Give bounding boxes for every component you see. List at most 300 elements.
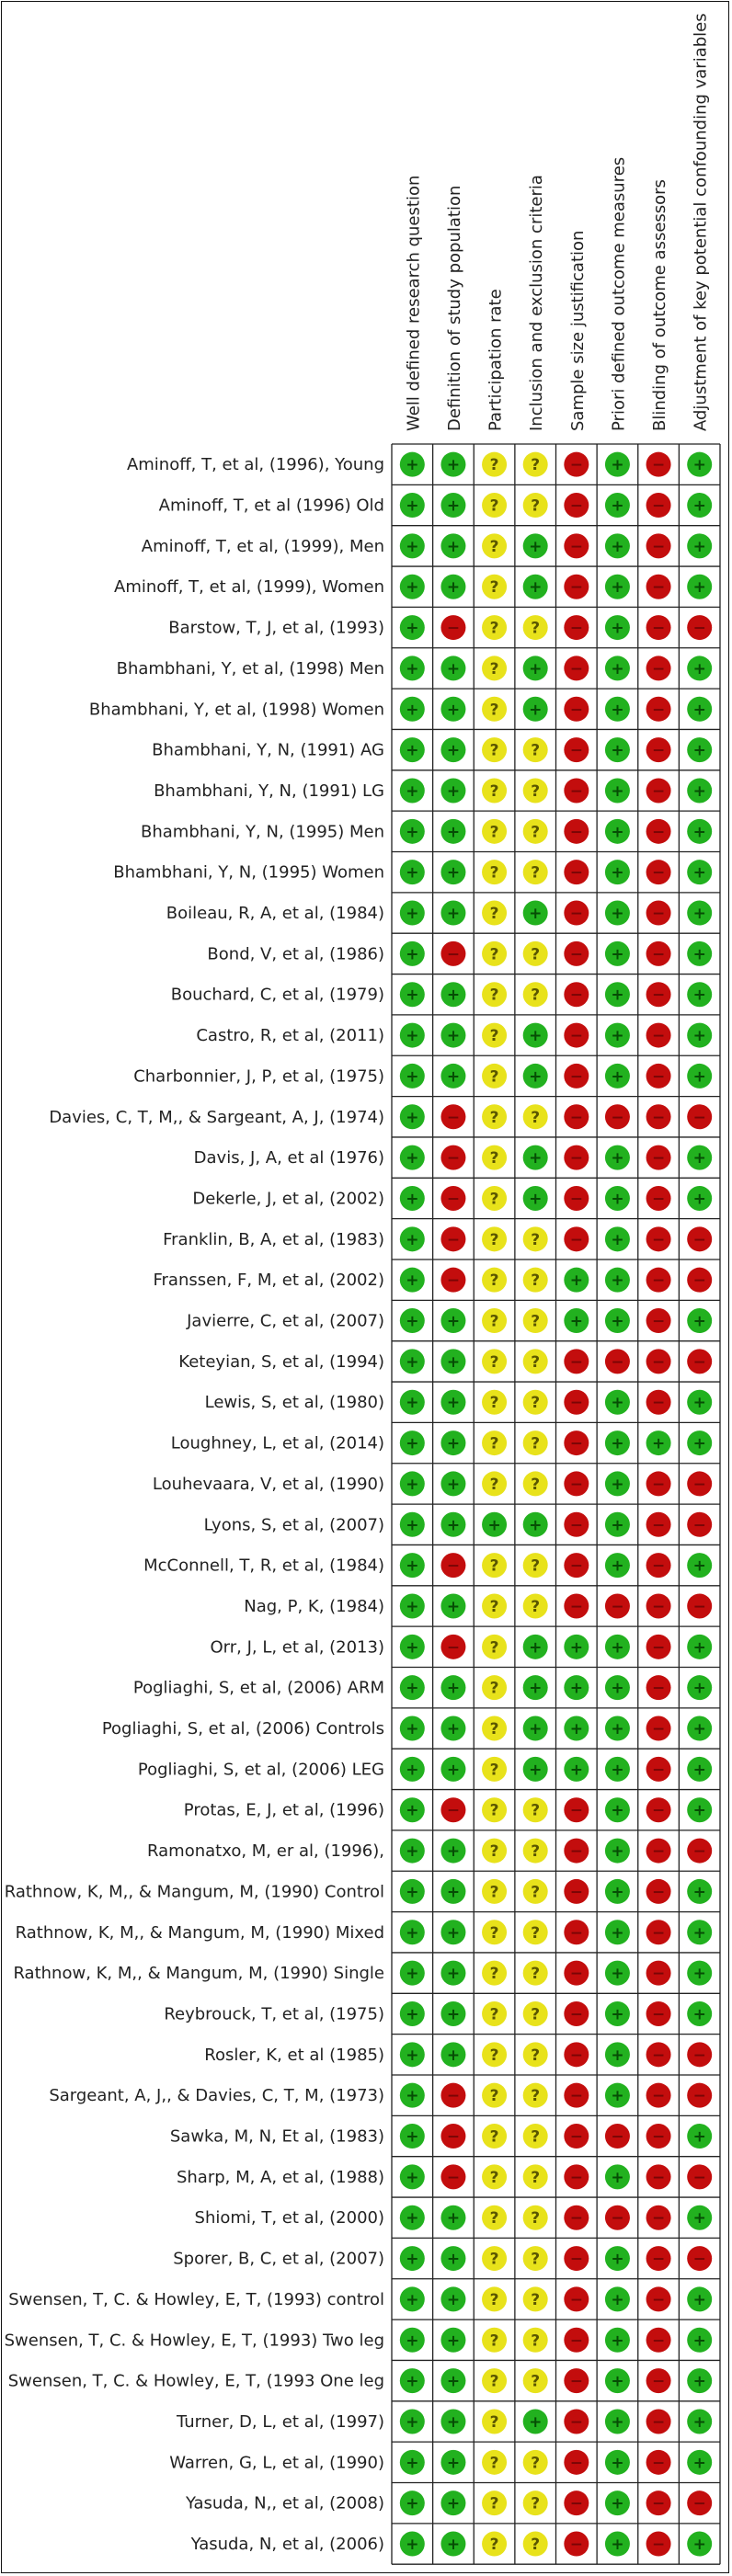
unclear-risk-mark <box>523 1104 548 1129</box>
unclear-risk-mark <box>482 778 507 803</box>
low-risk-mark <box>400 860 425 884</box>
high-risk-mark-symbol: − <box>569 1923 583 1943</box>
low-risk-mark <box>687 1675 712 1700</box>
high-risk-mark-symbol: − <box>569 1230 583 1249</box>
low-risk-mark <box>400 1308 425 1333</box>
unclear-risk-mark <box>482 2328 507 2353</box>
low-risk-mark <box>523 1757 548 1782</box>
low-risk-mark-symbol: + <box>651 1434 666 1453</box>
high-risk-mark <box>564 2368 589 2393</box>
low-risk-mark-symbol: + <box>406 537 419 556</box>
unclear-risk-mark-symbol: ? <box>489 1720 499 1739</box>
low-risk-mark-symbol: + <box>611 2005 624 2024</box>
unclear-risk-mark <box>523 819 548 844</box>
low-risk-mark <box>440 1716 465 1741</box>
high-risk-mark-symbol: − <box>651 2087 666 2106</box>
high-risk-mark <box>564 615 589 640</box>
low-risk-mark-symbol: + <box>446 2005 461 2024</box>
high-risk-mark <box>646 452 671 477</box>
high-risk-mark-symbol: − <box>692 2250 706 2269</box>
high-risk-mark-symbol: − <box>651 2372 666 2391</box>
low-risk-mark <box>605 2409 630 2434</box>
high-risk-mark <box>646 493 671 518</box>
high-risk-mark <box>646 1390 671 1415</box>
high-risk-mark-symbol: − <box>569 1801 583 1820</box>
high-risk-mark-symbol: − <box>651 986 666 1005</box>
unclear-risk-mark <box>482 1146 507 1170</box>
unclear-risk-mark <box>523 2246 548 2271</box>
low-risk-mark-symbol: + <box>406 1597 419 1616</box>
high-risk-mark-symbol: − <box>651 1108 666 1127</box>
unclear-risk-mark-symbol: ? <box>489 2412 499 2432</box>
study-label: Reybrouck, T, et al, (1975) <box>164 2004 384 2024</box>
unclear-risk-mark-symbol: ? <box>489 2087 499 2106</box>
low-risk-mark-symbol: + <box>406 1434 419 1453</box>
study-label: Turner, D, L, et al, (1997) <box>176 2411 384 2432</box>
low-risk-mark <box>605 860 630 884</box>
high-risk-mark <box>646 1961 671 1986</box>
low-risk-mark-symbol: + <box>611 2290 624 2309</box>
high-risk-mark <box>646 1839 671 1864</box>
low-risk-mark-symbol: + <box>406 2250 419 2269</box>
study-label: Castro, R, et al, (2011) <box>196 1026 384 1046</box>
unclear-risk-mark-symbol: ? <box>531 781 541 801</box>
low-risk-mark-symbol: + <box>406 2412 419 2432</box>
unclear-risk-mark <box>482 1349 507 1373</box>
unclear-risk-mark-symbol: ? <box>489 1638 499 1658</box>
low-risk-mark <box>523 533 548 558</box>
high-risk-mark <box>564 737 589 762</box>
study-label: Bhambhani, Y, N, (1991) LG <box>154 781 384 801</box>
low-risk-mark-symbol: + <box>692 2209 706 2228</box>
low-risk-mark-symbol: + <box>692 2454 706 2473</box>
low-risk-mark <box>687 1716 712 1741</box>
low-risk-mark <box>400 1186 425 1211</box>
high-risk-mark-symbol: − <box>651 1923 666 1943</box>
high-risk-mark-symbol: − <box>651 2536 666 2555</box>
low-risk-mark-symbol: + <box>692 2536 706 2555</box>
unclear-risk-mark-symbol: ? <box>489 823 499 842</box>
unclear-risk-mark <box>482 655 507 680</box>
high-risk-mark <box>564 2491 589 2515</box>
low-risk-mark-symbol: + <box>446 2250 461 2269</box>
low-risk-mark-symbol: + <box>692 1027 706 1046</box>
high-risk-mark <box>646 655 671 680</box>
low-risk-mark-symbol: + <box>406 986 419 1005</box>
low-risk-mark-symbol: + <box>446 1883 461 1902</box>
unclear-risk-mark-symbol: ? <box>489 2168 499 2187</box>
high-risk-mark <box>605 2206 630 2230</box>
study-label: Lyons, S, et al, (2007) <box>203 1515 384 1535</box>
unclear-risk-mark-symbol: ? <box>489 1434 499 1453</box>
low-risk-mark <box>523 575 548 599</box>
low-risk-mark <box>400 533 425 558</box>
high-risk-mark-symbol: − <box>569 905 583 924</box>
high-risk-mark-symbol: − <box>446 1638 461 1658</box>
low-risk-mark-symbol: + <box>406 1761 419 1780</box>
unclear-risk-mark <box>523 615 548 640</box>
unclear-risk-mark-symbol: ? <box>489 781 499 801</box>
low-risk-mark <box>605 615 630 640</box>
high-risk-mark <box>646 1757 671 1782</box>
low-risk-mark <box>687 2450 712 2475</box>
high-risk-mark <box>605 1593 630 1618</box>
low-risk-mark <box>440 1757 465 1782</box>
low-risk-mark <box>687 1308 712 1333</box>
unclear-risk-mark-symbol: ? <box>489 2331 499 2351</box>
high-risk-mark-symbol: − <box>651 1067 666 1087</box>
low-risk-mark-symbol: + <box>611 1271 624 1291</box>
low-risk-mark-symbol: + <box>406 781 419 801</box>
low-risk-mark-symbol: + <box>446 1394 461 1413</box>
high-risk-mark-symbol: − <box>569 781 583 801</box>
low-risk-mark <box>687 737 712 762</box>
unclear-risk-mark <box>523 2328 548 2353</box>
high-risk-mark <box>564 655 589 680</box>
study-label: Charbonnier, J, P, et al, (1975) <box>133 1066 384 1087</box>
high-risk-mark <box>687 615 712 640</box>
unclear-risk-mark-symbol: ? <box>531 945 541 964</box>
low-risk-mark-symbol: + <box>611 1149 624 1168</box>
low-risk-mark-symbol: + <box>406 1475 419 1494</box>
unclear-risk-mark <box>482 737 507 762</box>
low-risk-mark-symbol: + <box>692 986 706 1005</box>
unclear-risk-mark-symbol: ? <box>531 1883 541 1902</box>
high-risk-mark-symbol: − <box>569 1108 583 1127</box>
unclear-risk-mark <box>482 2246 507 2271</box>
low-risk-mark <box>440 1023 465 1048</box>
high-risk-mark-symbol: − <box>569 1883 583 1902</box>
low-risk-mark <box>400 1064 425 1089</box>
high-risk-mark <box>646 860 671 884</box>
unclear-risk-mark <box>523 2164 548 2189</box>
low-risk-mark <box>687 2206 712 2230</box>
study-label: Aminoff, T, et al, (1996), Young <box>126 455 384 475</box>
high-risk-mark <box>564 2206 589 2230</box>
high-risk-mark <box>564 982 589 1007</box>
high-risk-mark-symbol: − <box>692 1352 706 1372</box>
high-risk-mark-symbol: − <box>569 1434 583 1453</box>
high-risk-mark <box>564 533 589 558</box>
unclear-risk-mark <box>523 778 548 803</box>
high-risk-mark <box>564 860 589 884</box>
high-risk-mark <box>646 901 671 926</box>
low-risk-mark <box>400 2206 425 2230</box>
high-risk-mark <box>646 2368 671 2393</box>
low-risk-mark <box>440 2206 465 2230</box>
high-risk-mark <box>440 615 465 640</box>
low-risk-mark-symbol: + <box>446 1352 461 1372</box>
unclear-risk-mark <box>482 1593 507 1618</box>
low-risk-mark <box>400 2368 425 2393</box>
high-risk-mark <box>687 1512 712 1537</box>
low-risk-mark <box>523 1023 548 1048</box>
low-risk-mark <box>605 2042 630 2067</box>
unclear-risk-mark-symbol: ? <box>489 2290 499 2309</box>
column-header: Adjustment of key potential confounding variables <box>691 13 711 431</box>
low-risk-mark <box>400 1471 425 1496</box>
unclear-risk-mark <box>482 1635 507 1659</box>
high-risk-mark-symbol: − <box>651 1679 666 1698</box>
low-risk-mark <box>400 2001 425 2026</box>
low-risk-mark-symbol: + <box>692 1556 706 1576</box>
column-header: Inclusion and exclusion criteria <box>527 175 547 431</box>
low-risk-mark-symbol: + <box>406 1149 419 1168</box>
unclear-risk-mark <box>482 1920 507 1944</box>
low-risk-mark-symbol: + <box>529 1679 543 1698</box>
low-risk-mark-symbol: + <box>611 781 624 801</box>
low-risk-mark <box>400 1268 425 1293</box>
low-risk-mark-symbol: + <box>611 1883 624 1902</box>
high-risk-mark-symbol: − <box>692 2494 706 2513</box>
unclear-risk-mark <box>523 2206 548 2230</box>
high-risk-mark-symbol: − <box>651 1352 666 1372</box>
low-risk-mark <box>400 1430 425 1455</box>
study-label: Orr, J, L, et al, (2013) <box>210 1637 384 1658</box>
high-risk-mark-symbol: − <box>692 1516 706 1535</box>
unclear-risk-mark-symbol: ? <box>531 1394 541 1413</box>
low-risk-mark <box>400 1226 425 1251</box>
high-risk-mark-symbol: − <box>569 2168 583 2187</box>
high-risk-mark <box>564 1064 589 1089</box>
high-risk-mark <box>564 2164 589 2189</box>
high-risk-mark-symbol: − <box>446 1230 461 1249</box>
unclear-risk-mark-symbol: ? <box>531 2290 541 2309</box>
high-risk-mark-symbol: − <box>651 1312 666 1331</box>
high-risk-mark <box>564 2328 589 2353</box>
low-risk-mark-symbol: + <box>611 2046 624 2065</box>
low-risk-mark <box>400 1961 425 1986</box>
low-risk-mark <box>440 1308 465 1333</box>
low-risk-mark-symbol: + <box>692 1923 706 1943</box>
unclear-risk-mark-symbol: ? <box>531 2209 541 2228</box>
unclear-risk-mark <box>482 1961 507 1986</box>
unclear-risk-mark-symbol: ? <box>489 2372 499 2391</box>
unclear-risk-mark <box>482 2083 507 2108</box>
low-risk-mark-symbol: + <box>611 741 624 760</box>
low-risk-mark-symbol: + <box>406 2494 419 2513</box>
low-risk-mark <box>400 2246 425 2271</box>
high-risk-mark <box>687 1349 712 1373</box>
low-risk-mark <box>440 1430 465 1455</box>
low-risk-mark <box>605 655 630 680</box>
low-risk-mark-symbol: + <box>406 578 419 598</box>
low-risk-mark-symbol: + <box>446 863 461 883</box>
low-risk-mark <box>687 1553 712 1578</box>
low-risk-mark-symbol: + <box>692 1638 706 1658</box>
high-risk-mark-symbol: − <box>651 945 666 964</box>
high-risk-mark <box>564 1471 589 1496</box>
high-risk-mark-symbol: − <box>651 1190 666 1209</box>
unclear-risk-mark <box>482 1226 507 1251</box>
high-risk-mark <box>564 2124 589 2149</box>
high-risk-mark <box>564 1879 589 1904</box>
low-risk-mark <box>564 1716 589 1741</box>
low-risk-mark <box>605 1064 630 1089</box>
unclear-risk-mark <box>523 1308 548 1333</box>
unclear-risk-mark-symbol: ? <box>489 1149 499 1168</box>
high-risk-mark-symbol: − <box>569 537 583 556</box>
low-risk-mark-symbol: + <box>406 2046 419 2065</box>
unclear-risk-mark-symbol: ? <box>489 2046 499 2065</box>
low-risk-mark <box>400 575 425 599</box>
low-risk-mark <box>564 1268 589 1293</box>
low-risk-mark <box>400 1349 425 1373</box>
study-label: Franssen, F, M, et al, (2002) <box>153 1271 384 1291</box>
unclear-risk-mark-symbol: ? <box>489 456 499 475</box>
low-risk-mark-symbol: + <box>446 2331 461 2351</box>
high-risk-mark-symbol: − <box>569 1067 583 1087</box>
low-risk-mark <box>605 1430 630 1455</box>
high-risk-mark <box>646 778 671 803</box>
unclear-risk-mark <box>523 1349 548 1373</box>
unclear-risk-mark <box>482 697 507 722</box>
low-risk-mark-symbol: + <box>692 905 706 924</box>
high-risk-mark-symbol: − <box>692 1842 706 1862</box>
unclear-risk-mark-symbol: ? <box>489 619 499 638</box>
high-risk-mark <box>564 941 589 966</box>
low-risk-mark <box>440 1675 465 1700</box>
unclear-risk-mark <box>482 2491 507 2515</box>
unclear-risk-mark <box>523 452 548 477</box>
study-label: Nag, P, K, (1984) <box>244 1596 384 1616</box>
high-risk-mark <box>564 452 589 477</box>
low-risk-mark-symbol: + <box>529 1190 543 1209</box>
high-risk-mark <box>564 1961 589 1986</box>
low-risk-mark <box>605 2246 630 2271</box>
high-risk-mark-symbol: − <box>446 2087 461 2106</box>
high-risk-mark <box>687 1471 712 1496</box>
high-risk-mark-symbol: − <box>569 2372 583 2391</box>
low-risk-mark <box>400 1716 425 1741</box>
low-risk-mark <box>523 901 548 926</box>
low-risk-mark <box>605 1675 630 1700</box>
low-risk-mark-symbol: + <box>611 905 624 924</box>
low-risk-mark <box>440 2246 465 2271</box>
low-risk-mark-symbol: + <box>529 1638 543 1658</box>
low-risk-mark <box>687 819 712 844</box>
unclear-risk-mark <box>523 1961 548 1986</box>
low-risk-mark-symbol: + <box>692 1394 706 1413</box>
high-risk-mark-symbol: − <box>692 1230 706 1249</box>
low-risk-mark-symbol: + <box>611 2331 624 2351</box>
unclear-risk-mark <box>482 941 507 966</box>
low-risk-mark <box>523 1146 548 1170</box>
unclear-risk-mark-symbol: ? <box>531 1271 541 1291</box>
high-risk-mark-symbol: − <box>569 2005 583 2024</box>
low-risk-mark-symbol: + <box>406 2536 419 2555</box>
unclear-risk-mark-symbol: ? <box>531 619 541 638</box>
low-risk-mark <box>440 1390 465 1415</box>
low-risk-mark-symbol: + <box>611 1434 624 1453</box>
high-risk-mark-symbol: − <box>569 578 583 598</box>
low-risk-mark <box>400 737 425 762</box>
low-risk-mark <box>400 1757 425 1782</box>
low-risk-mark <box>523 1675 548 1700</box>
high-risk-mark-symbol: − <box>569 701 583 720</box>
low-risk-mark-symbol: + <box>446 1516 461 1535</box>
unclear-risk-mark-symbol: ? <box>531 1801 541 1820</box>
low-risk-mark <box>440 2286 465 2311</box>
high-risk-mark <box>564 2286 589 2311</box>
high-risk-mark-symbol: − <box>569 1027 583 1046</box>
low-risk-mark <box>687 452 712 477</box>
unclear-risk-mark <box>482 901 507 926</box>
unclear-risk-mark <box>482 615 507 640</box>
high-risk-mark <box>564 1839 589 1864</box>
low-risk-mark <box>687 860 712 884</box>
low-risk-mark <box>605 1879 630 1904</box>
high-risk-mark-symbol: − <box>651 1271 666 1291</box>
high-risk-mark <box>564 1104 589 1129</box>
low-risk-mark-symbol: + <box>446 496 461 516</box>
low-risk-mark <box>400 1839 425 1864</box>
low-risk-mark-symbol: + <box>569 1638 583 1658</box>
low-risk-mark-symbol: + <box>611 1638 624 1658</box>
unclear-risk-mark-symbol: ? <box>489 1312 499 1331</box>
unclear-risk-mark <box>482 860 507 884</box>
study-label: Aminoff, T, et al (1996) Old <box>158 496 384 516</box>
high-risk-mark <box>564 1186 589 1211</box>
low-risk-mark-symbol: + <box>446 659 461 678</box>
high-risk-mark-symbol: − <box>651 905 666 924</box>
study-label: Loughney, L, et al, (2014) <box>170 1433 384 1453</box>
high-risk-mark <box>646 2083 671 2108</box>
low-risk-mark <box>605 1390 630 1415</box>
low-risk-mark-symbol: + <box>692 1190 706 1209</box>
high-risk-mark <box>564 901 589 926</box>
high-risk-mark <box>564 819 589 844</box>
low-risk-mark <box>687 1023 712 1048</box>
low-risk-mark <box>564 1675 589 1700</box>
low-risk-mark <box>564 1308 589 1333</box>
low-risk-mark <box>440 697 465 722</box>
low-risk-mark <box>605 2450 630 2475</box>
unclear-risk-mark <box>523 2083 548 2108</box>
high-risk-mark <box>564 1146 589 1170</box>
unclear-risk-mark-symbol: ? <box>489 2454 499 2473</box>
low-risk-mark-symbol: + <box>406 1067 419 1087</box>
unclear-risk-mark <box>482 2286 507 2311</box>
low-risk-mark-symbol: + <box>611 1842 624 1862</box>
high-risk-mark <box>564 2001 589 2026</box>
unclear-risk-mark <box>523 1920 548 1944</box>
low-risk-mark <box>605 2083 630 2108</box>
unclear-risk-mark <box>482 2206 507 2230</box>
high-risk-mark <box>646 737 671 762</box>
high-risk-mark <box>646 1553 671 1578</box>
high-risk-mark-symbol: − <box>651 1027 666 1046</box>
high-risk-mark <box>564 1593 589 1618</box>
high-risk-mark <box>646 1716 671 1741</box>
high-risk-mark-symbol: − <box>651 2005 666 2024</box>
low-risk-mark-symbol: + <box>611 496 624 516</box>
high-risk-mark <box>564 2246 589 2271</box>
low-risk-mark-symbol: + <box>611 1230 624 1249</box>
low-risk-mark-symbol: + <box>406 496 419 516</box>
low-risk-mark <box>400 778 425 803</box>
unclear-risk-mark <box>482 982 507 1007</box>
high-risk-mark-symbol: − <box>692 2046 706 2065</box>
unclear-risk-mark <box>482 819 507 844</box>
low-risk-mark-symbol: + <box>446 1312 461 1331</box>
low-risk-mark-symbol: + <box>406 1965 419 1984</box>
high-risk-mark <box>564 1430 589 1455</box>
low-risk-mark-symbol: + <box>446 2412 461 2432</box>
high-risk-mark-symbol: − <box>611 2127 624 2147</box>
low-risk-mark-symbol: + <box>529 537 543 556</box>
high-risk-mark <box>440 1797 465 1822</box>
